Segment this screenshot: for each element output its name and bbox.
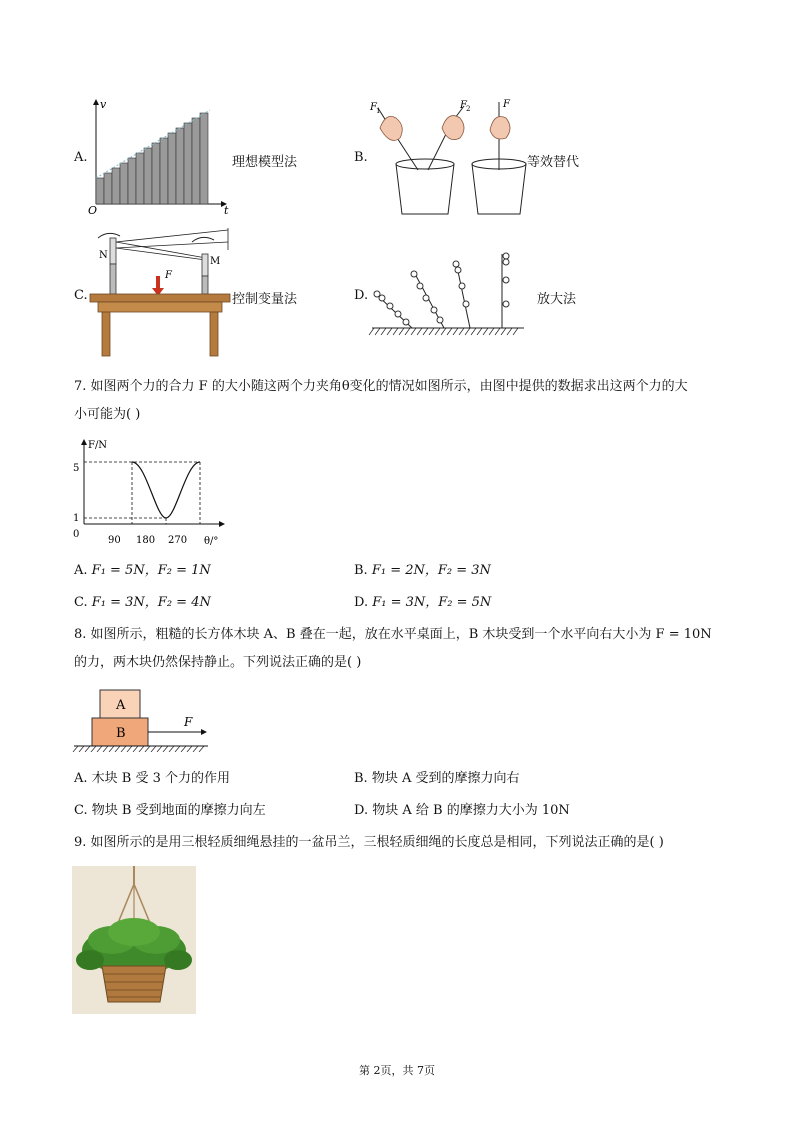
- hatch-mark: [73, 746, 78, 752]
- hatch-mark: [145, 746, 150, 752]
- q7-option-b[interactable]: [354, 562, 491, 580]
- x-tick-180: 180: [136, 535, 156, 546]
- q7-option-a-letter: A.: [74, 563, 88, 578]
- hatch-mark: [447, 328, 452, 335]
- stair-bar: [112, 168, 120, 204]
- hatch-mark: [417, 328, 422, 335]
- q6-option-a-method: 理想模型法: [232, 155, 298, 170]
- hatch-mark: [453, 328, 458, 335]
- q8-option-a-text: 木块 B 受 3 个力的作用: [91, 771, 231, 786]
- hatch-mark: [163, 746, 168, 752]
- q8-option-d-text: 物块 A 给 B 的摩擦力大小为 10N: [372, 803, 570, 818]
- label-f2-sub: 2: [466, 105, 471, 113]
- y-tick-0: 0: [73, 529, 80, 540]
- hatch-mark: [423, 328, 428, 335]
- label-m: M: [210, 256, 221, 267]
- q9-stem: 9. 如图所示的是用三根轻质细绳悬挂的一盆吊兰，三根轻质细绳的长度总是相同，下列说法正确的是( ): [74, 835, 664, 850]
- hatch-mark: [459, 328, 464, 335]
- q7-resultant-curve: [132, 462, 200, 518]
- stair-bar: [104, 173, 112, 204]
- q7-option-b-text: F₁ = 2N，F₂ = 3N: [371, 563, 491, 578]
- hatch-mark: [375, 328, 380, 335]
- x-axis-label: θ/°: [204, 536, 219, 547]
- stair-bar: [176, 128, 184, 204]
- q6-figure-a-vt-graph: [86, 96, 236, 218]
- hatch-mark: [169, 746, 174, 752]
- hatch-mark: [85, 746, 90, 752]
- q8-option-a[interactable]: [74, 770, 230, 788]
- stair-bar: [200, 113, 208, 204]
- q6-option-d-letter: D.: [354, 288, 369, 303]
- q9-hanging-plant-photo: [72, 866, 196, 1014]
- x-tick-90: 90: [108, 535, 121, 546]
- label-force: F: [165, 270, 172, 281]
- q7-option-a-text: F₁ = 5N，F₂ = 1N: [91, 563, 211, 578]
- hatch-mark: [495, 328, 500, 335]
- stair-bar: [192, 118, 200, 204]
- hatch-mark: [193, 746, 198, 752]
- q7-force-angle-chart: [68, 436, 238, 548]
- q8-option-b-text: 物块 A 受到的摩擦力向右: [371, 771, 520, 786]
- hatch-mark: [393, 328, 398, 335]
- q8-stem-line1: 8. 如图所示，粗糙的长方体木块 A、B 叠在一起，放在水平桌面上，B 木块受到一个水平向右大小为 F = 10N: [74, 627, 712, 642]
- label-f1-sub: 1: [376, 107, 381, 115]
- block-b-label: B: [116, 726, 126, 741]
- q8-option-a-letter: A.: [74, 771, 88, 786]
- q7-option-d[interactable]: [354, 594, 491, 612]
- stair-bar: [96, 178, 104, 204]
- hatch-mark: [387, 328, 392, 335]
- hatch-mark: [435, 328, 440, 335]
- hatch-mark: [465, 328, 470, 335]
- hatch-mark: [483, 328, 488, 335]
- q6-option-a-letter: A.: [74, 150, 88, 165]
- q6-option-c-method: 控制变量法: [232, 292, 298, 307]
- hatch-mark: [79, 746, 84, 752]
- x-tick-270: 270: [168, 535, 188, 546]
- hatch-mark: [127, 746, 132, 752]
- hatch-mark: [97, 746, 102, 752]
- q7-option-c[interactable]: [74, 594, 211, 612]
- hatch-mark: [109, 746, 114, 752]
- hatch-mark: [477, 328, 482, 335]
- hatch-mark: [429, 328, 434, 335]
- hatch-mark: [157, 746, 162, 752]
- block-a-label: A: [116, 698, 126, 713]
- hatch-mark: [369, 328, 374, 335]
- y-tick-5: 5: [73, 463, 80, 474]
- q7-option-a[interactable]: [74, 562, 211, 580]
- ground-hatch: [369, 328, 518, 335]
- axis-v-label: v: [100, 98, 107, 111]
- stair-bar: [128, 158, 136, 204]
- q8-option-c-text: 物块 B 受到地面的摩擦力向左: [91, 803, 266, 818]
- q7-stem-line1: 7. 如图两个力的合力 F 的大小随这两个力夹角θ变化的情况如图所示，由图中提供的数据求出这两个力的大: [74, 379, 688, 394]
- q6-figure-c-table: [88, 228, 234, 358]
- q6-figure-d-rods: [368, 246, 528, 338]
- hatch-mark: [133, 746, 138, 752]
- hatch-mark: [91, 746, 96, 752]
- stair-bar: [152, 143, 160, 204]
- hatch-mark: [151, 746, 156, 752]
- hatch-mark: [199, 746, 204, 752]
- hatch-mark: [103, 746, 108, 752]
- page-footer: 第 2页，共 7页: [359, 1064, 435, 1077]
- hatch-mark: [399, 328, 404, 335]
- q7-stem-line2: 小可能为( ): [74, 407, 141, 422]
- q8-option-b[interactable]: [354, 770, 519, 788]
- y-axis-label: F/N: [88, 440, 108, 451]
- q8-ground-hatch: [73, 746, 204, 752]
- hatch-mark: [411, 328, 416, 335]
- q6-option-b-letter: B.: [354, 150, 368, 165]
- q8-option-b-letter: B.: [354, 771, 368, 786]
- q8-blocks-figure: [72, 686, 212, 752]
- hatch-mark: [181, 746, 186, 752]
- stair-bar: [136, 153, 144, 204]
- hatch-mark: [121, 746, 126, 752]
- hatch-mark: [187, 746, 192, 752]
- hatch-mark: [405, 328, 410, 335]
- staircase-bars: [96, 113, 208, 204]
- origin-label: O: [88, 204, 98, 217]
- hatch-mark: [381, 328, 386, 335]
- stair-bar: [144, 148, 152, 204]
- q8-stem-line2: 的力，两木块仍然保持静止。下列说法正确的是( ): [74, 655, 362, 670]
- hatch-mark: [513, 328, 518, 335]
- q7-option-d-letter: D.: [354, 595, 369, 610]
- q7-option-b-letter: B.: [354, 563, 368, 578]
- hatch-mark: [441, 328, 446, 335]
- axis-t-label: t: [224, 204, 229, 217]
- q7-option-c-text: F₁ = 3N，F₂ = 4N: [91, 595, 211, 610]
- hatch-mark: [175, 746, 180, 752]
- stair-bar: [120, 163, 128, 204]
- force-label: F: [184, 715, 193, 729]
- q8-option-d[interactable]: [354, 802, 570, 820]
- q6-option-c-letter: C.: [74, 288, 88, 303]
- q6-option-d-method: 放大法: [537, 292, 577, 307]
- y-tick-1: 1: [73, 513, 80, 524]
- hatch-mark: [471, 328, 476, 335]
- q6-figure-b-equivalent: [366, 96, 536, 218]
- hatch-mark: [489, 328, 494, 335]
- label-f1: F: [370, 102, 377, 113]
- q8-option-c-letter: C.: [74, 803, 88, 818]
- hatch-mark: [501, 328, 506, 335]
- hatch-mark: [507, 328, 512, 335]
- label-f2: F: [460, 100, 467, 111]
- q7-option-d-text: F₁ = 3N，F₂ = 5N: [372, 595, 492, 610]
- stair-bar: [160, 138, 168, 204]
- label-n: N: [99, 250, 108, 261]
- stair-bar: [184, 123, 192, 204]
- q8-option-d-letter: D.: [354, 803, 369, 818]
- q6-option-b-method: 等效替代: [527, 155, 580, 170]
- q7-option-c-letter: C.: [74, 595, 88, 610]
- hatch-mark: [139, 746, 144, 752]
- hatch-mark: [115, 746, 120, 752]
- stair-bar: [168, 133, 176, 204]
- q8-option-c[interactable]: [74, 802, 266, 820]
- label-f: F: [503, 99, 510, 110]
